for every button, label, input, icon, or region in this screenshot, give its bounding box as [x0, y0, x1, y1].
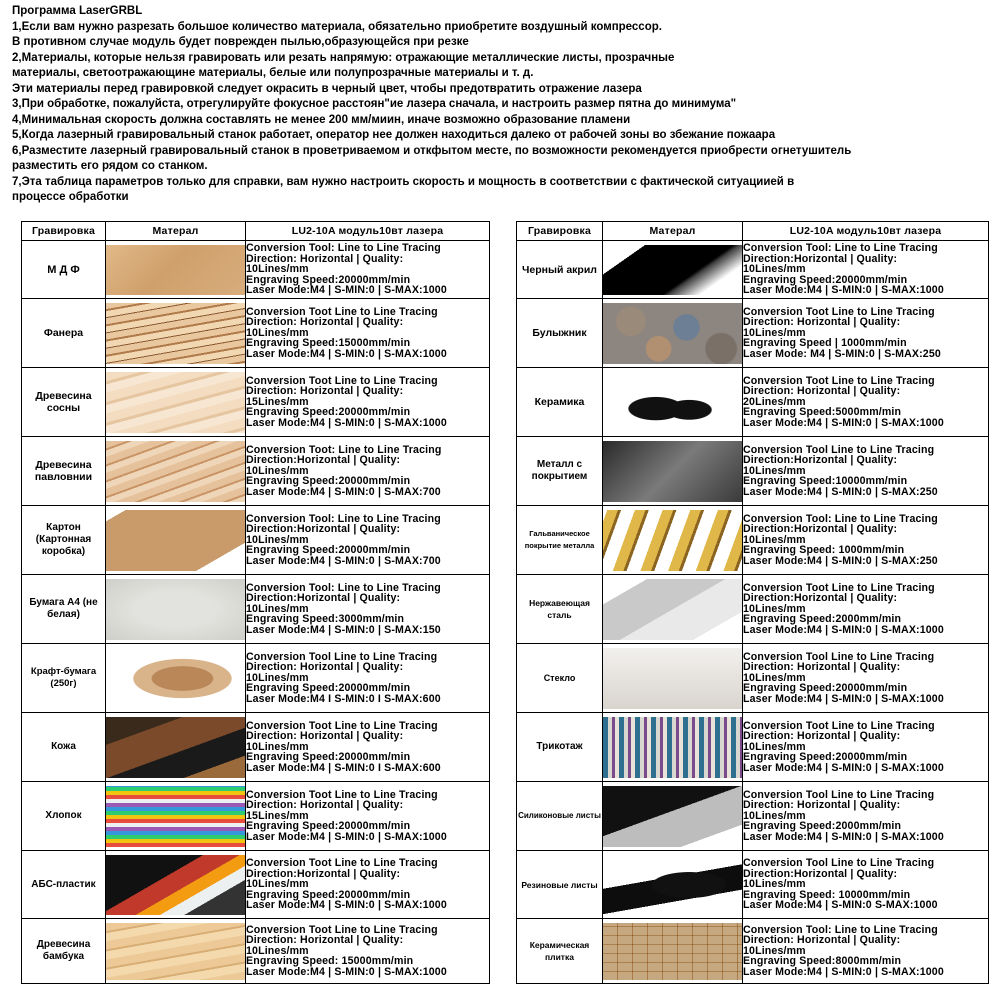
- material-photo: [603, 648, 742, 709]
- parameter-line: Laser Mode: M4 | S-MIN:0 | S-MAX:250: [743, 347, 941, 360]
- material-photo-cell: [106, 713, 246, 782]
- column-header-laser-module: LU2-10A модуль10вт лазера: [246, 222, 490, 241]
- parameter-line: Direction: Horizontal | Quality:: [246, 385, 404, 398]
- material-name: Металл с покрытием: [517, 437, 603, 506]
- material-photo-cell: [106, 506, 246, 575]
- table-row: [22, 299, 490, 368]
- parameter-line: 10Lines/mm: [246, 602, 309, 615]
- parameter-line: Engraving Speed:2000mm/min: [743, 613, 902, 626]
- parameter-line: 10Lines/mm: [743, 878, 806, 891]
- parameter-line: Engraving Speed: 1000mm/min: [743, 544, 905, 557]
- material-photo: [603, 855, 742, 915]
- instruction-line: 1,Если вам нужно разрезать большое количество материала, обязательно приобретите воздушный компрессор.: [12, 20, 662, 33]
- parameter-line: Conversion Toot Line to Line Tracing: [246, 305, 438, 318]
- parameters-table-right: [516, 221, 989, 984]
- material-name: Древесина бамбука: [22, 919, 106, 984]
- laser-parameters: [246, 644, 490, 713]
- material-name: Фанера: [22, 299, 106, 368]
- material-photo: [106, 303, 245, 364]
- material-photo-cell: [603, 575, 743, 644]
- parameter-line: Conversion Toot Line to Line Tracing: [743, 374, 935, 387]
- table-row: [22, 919, 490, 984]
- parameter-line: Conversion Tool Line to Line Tracing: [743, 443, 935, 456]
- material-name: Кожа: [22, 713, 106, 782]
- parameter-line: Engraving Speed:20000mm/min: [246, 820, 411, 833]
- laser-parameters: [743, 713, 989, 782]
- material-name: Хлопок: [22, 782, 106, 851]
- parameter-line: Engraving Speed:20000mm/min: [743, 273, 908, 286]
- laser-parameters: [246, 782, 490, 851]
- column-header-engraving: Гравировка: [517, 222, 603, 241]
- parameter-line: Direction:Horizontal | Quality:: [246, 523, 401, 536]
- table-row: [22, 644, 490, 713]
- instructions-text: [12, 4, 992, 206]
- material-photo: [603, 923, 742, 980]
- material-photo-cell: [603, 437, 743, 506]
- material-photo: [603, 510, 742, 571]
- parameter-line: Laser Mode:M4 | S-MIN:0 | S-MAX:700: [246, 485, 441, 498]
- parameter-line: Direction: Horizontal | Quality:: [743, 316, 901, 329]
- material-name: АБС-пластик: [22, 851, 106, 919]
- parameter-line: Engraving Speed:20000mm/min: [246, 682, 411, 695]
- material-photo: [106, 510, 245, 571]
- laser-parameters: [743, 299, 989, 368]
- parameter-line: Laser Mode:M4 | S-MIN:0 | S-MAX:1000: [246, 284, 447, 297]
- material-name: Древесина павловнии: [22, 437, 106, 506]
- laser-parameters: [246, 575, 490, 644]
- material-photo: [106, 717, 245, 778]
- parameter-line: Conversion Tool Line to Line Tracing: [743, 650, 935, 663]
- parameter-line: 10Lines/mm: [743, 809, 806, 822]
- material-photo-cell: [106, 368, 246, 437]
- laser-parameters: [246, 713, 490, 782]
- parameter-line: Engraving Speed:3000mm/min: [246, 613, 405, 626]
- laser-parameters: [743, 368, 989, 437]
- laser-parameters: [246, 368, 490, 437]
- table-row: [517, 851, 989, 919]
- material-photo: [106, 923, 245, 980]
- parameter-line: Engraving Speed:2000mm/min: [743, 820, 902, 833]
- table-row: [22, 851, 490, 919]
- parameter-line: Engraving Speed:8000mm/min: [743, 955, 902, 968]
- parameter-line: Direction: Horizontal | Quality:: [246, 252, 404, 265]
- material-photo-cell: [106, 919, 246, 984]
- parameter-line: Conversion Toot Line to Line Tracing: [246, 788, 438, 801]
- material-photo: [603, 579, 742, 640]
- instruction-line: 4,Минимальная скорость должна составлять не менее 200 мм/миин, иначе возможно образование пламени: [12, 113, 631, 126]
- material-photo-cell: [603, 241, 743, 299]
- material-photo: [106, 441, 245, 502]
- laser-parameters: [743, 506, 989, 575]
- material-name: Трикотаж: [517, 713, 603, 782]
- parameter-line: 10Lines/mm: [743, 263, 806, 276]
- parameter-line: Direction:Horizontal | Quality:: [743, 252, 898, 265]
- table-row: [517, 919, 989, 984]
- laser-parameters: [743, 437, 989, 506]
- parameter-line: 10Lines/mm: [246, 263, 309, 276]
- parameter-line: Direction: Horizontal | Quality:: [743, 934, 901, 947]
- parameter-line: Direction: Horizontal | Quality:: [743, 661, 901, 674]
- parameters-table-left: [21, 221, 490, 984]
- instruction-line: 6,Разместите лазерный гравировальный станок в проветриваемом и откфытом месте, по возможности рекомендуется приобрести огнетушитель: [12, 144, 852, 157]
- parameter-line: Engraving Speed:20000mm/min: [743, 682, 908, 695]
- column-header-laser-module: LU2-10A модуль10вт лазера: [743, 222, 989, 241]
- parameter-line: Laser Mode:M4 | S-MIN:0 | S-MAX:1000: [246, 416, 447, 429]
- laser-parameters: [246, 919, 490, 984]
- material-name: Стекло: [517, 644, 603, 713]
- material-photo: [603, 717, 742, 778]
- parameter-line: 10Lines/mm: [743, 326, 806, 339]
- material-photo-cell: [106, 437, 246, 506]
- table-row: [517, 506, 989, 575]
- parameter-line: Engraving Speed:20000mm/min: [246, 475, 411, 488]
- parameter-line: Engraving Speed: 15000mm/min: [246, 955, 414, 968]
- parameter-line: Laser Mode:M4 | S-MIN:0 | S-MAX:1000: [743, 830, 944, 843]
- instruction-line: 2,Материалы, которые нельзя гравировать или резать напрямую: отражающие металлические листы, прозрачные: [12, 51, 675, 64]
- parameter-line: 10Lines/mm: [743, 740, 806, 753]
- column-header-material: Матерал: [106, 222, 246, 241]
- material-photo-cell: [603, 644, 743, 713]
- laser-parameters: [743, 782, 989, 851]
- parameter-line: Direction:Horizontal | Quality:: [743, 867, 898, 880]
- parameter-line: Laser Mode:M4 | S-MIN:0 | S-MAX:1000: [743, 692, 944, 705]
- material-photo: [603, 441, 742, 502]
- parameter-line: Laser Mode:M4 | S-MIN:0 S-MAX:1000: [743, 899, 938, 912]
- parameter-line: Conversion Toot Line to Line Tracing: [743, 719, 935, 732]
- material-photo-cell: [106, 299, 246, 368]
- laser-parameters: [246, 437, 490, 506]
- table-row: [517, 575, 989, 644]
- parameter-line: Conversion Tool: Line to Line Tracing: [743, 512, 938, 525]
- laser-parameters: [743, 575, 989, 644]
- material-photo: [603, 786, 742, 847]
- column-header-engraving: Гравировка: [22, 222, 106, 241]
- material-photo: [106, 855, 245, 915]
- parameter-line: Direction: Horizontal | Quality:: [743, 385, 901, 398]
- parameter-line: Engraving Speed:20000mm/min: [743, 751, 908, 764]
- parameter-line: 10Lines/mm: [246, 878, 309, 891]
- instruction-line: 3,При обработке, пожалуйста, отрегулируйте фокусное расстоян"ие лазера сначала, и настроить размер пятна до минимума": [12, 98, 737, 110]
- material-photo: [106, 579, 245, 640]
- instruction-line: 5,Когда лазерный гравировальный станок работает, оператор нее должен находиться далеко от рабочей зоны во збежание пожаара: [12, 129, 776, 141]
- material-photo-cell: [106, 644, 246, 713]
- material-photo: [603, 303, 742, 364]
- material-name: Резиновые листы: [517, 851, 603, 919]
- laser-parameters: [246, 241, 490, 299]
- material-photo-cell: [106, 782, 246, 851]
- material-photo-cell: [603, 368, 743, 437]
- parameter-line: 10Lines/mm: [246, 740, 309, 753]
- material-photo: [603, 372, 742, 433]
- parameter-line: Laser Mode:M4 | S-MIN:0 I S-MAX:600: [246, 761, 441, 774]
- parameter-line: Engraving Speed:20000mm/min: [246, 406, 411, 419]
- table-row: [22, 437, 490, 506]
- parameter-line: Conversion Tool Line to Line Tracing: [246, 650, 438, 663]
- parameter-line: Direction: Horizontal | Quality:: [246, 316, 404, 329]
- parameter-line: Engraving Speed:15000mm/min: [246, 337, 411, 350]
- parameter-line: Laser Mode:M4 | S-MIN:0 | S-MAX:1000: [246, 899, 447, 912]
- parameter-line: Laser Mode:M4 | S-MIN:0 | S-MAX:150: [246, 623, 441, 636]
- laser-parameters: [246, 299, 490, 368]
- instruction-line: процессе обработки: [12, 191, 129, 203]
- parameter-line: Laser Mode:M4 | S-MIN:0 | S-MAX:250: [743, 554, 938, 567]
- parameter-line: Conversion Tool: Line to Line Tracing: [246, 581, 441, 594]
- parameter-line: 15Lines/mm: [246, 809, 309, 822]
- material-photo-cell: [106, 851, 246, 919]
- parameter-line: Conversion Toot Line to Line Tracing: [246, 857, 438, 870]
- laser-parameters: [743, 851, 989, 919]
- laser-parameters: [246, 851, 490, 919]
- parameter-line: Engraving Speed | 1000mm/min: [743, 337, 907, 350]
- parameter-line: Direction:Horizontal | Quality:: [246, 867, 401, 880]
- instruction-line: Эти материалы перед гравировкой следует окрасить в черный цвет, чтобы предотвратить отражение лазера: [12, 82, 642, 95]
- parameter-line: 10Lines/mm: [246, 944, 309, 957]
- parameter-line: Conversion Toot Line to Line Tracing: [246, 923, 438, 936]
- material-photo: [106, 786, 245, 847]
- parameter-line: Laser Mode:M4 | S-MIN:0 | S-MAX:1000: [743, 965, 944, 978]
- parameter-line: Conversion Tool: Line to Line Tracing: [246, 512, 441, 525]
- parameter-line: Laser Mode:M4 | S-MIN:0 | S-MAX:1000: [743, 761, 944, 774]
- parameter-line: 10Lines/mm: [743, 671, 806, 684]
- parameter-line: Direction:Horizontal | Quality:: [743, 523, 898, 536]
- parameter-line: Direction: Horizontal | Quality:: [743, 799, 901, 812]
- parameter-line: Direction: Horizontal | Quality:: [246, 934, 404, 947]
- parameter-line: 10Lines/mm: [246, 533, 309, 546]
- parameter-line: Conversion Toot Line to Line Tracing: [743, 305, 935, 318]
- instruction-line: материалы, светоотражающине материалы, белые или полупрозрачные материалы и т. д.: [12, 67, 534, 79]
- table-row: [22, 713, 490, 782]
- parameter-line: 10Lines/mm: [743, 533, 806, 546]
- parameter-line: Laser Mode:M4 | S-MIN:0 | S-MAX:1000: [743, 284, 944, 297]
- parameter-line: Engraving Speed:5000mm/min: [743, 406, 902, 419]
- laser-parameters: [743, 644, 989, 713]
- material-photo-cell: [603, 506, 743, 575]
- parameter-line: 10Lines/mm: [246, 464, 309, 477]
- parameter-line: 20Lines/mm: [743, 395, 806, 408]
- parameter-line: 10Lines/mm: [743, 602, 806, 615]
- material-photo-cell: [106, 575, 246, 644]
- table-row: [22, 368, 490, 437]
- parameter-line: Laser Mode:M4 | S-MIN:0 | S-MAX:1000: [743, 623, 944, 636]
- column-header-material: Матерал: [603, 222, 743, 241]
- parameter-line: 10Lines/mm: [743, 464, 806, 477]
- parameter-line: Laser Mode:M4 | S-MIN:0 | S-MAX:1000: [246, 830, 447, 843]
- laser-parameters: [743, 241, 989, 299]
- material-name: Керамика: [517, 368, 603, 437]
- parameter-line: Conversion Tool: Line to Line Tracing: [743, 242, 938, 255]
- material-name: Черный акрил: [517, 241, 603, 299]
- parameter-line: 15Lines/mm: [246, 395, 309, 408]
- table-row: [517, 713, 989, 782]
- instruction-line: разместить его рядом со станком.: [12, 160, 208, 172]
- table-row: [517, 437, 989, 506]
- parameter-line: Direction:Horizontal | Quality:: [743, 454, 898, 467]
- material-name: М Д Ф: [22, 241, 106, 299]
- instruction-line: 7,Эта таблица параметров только для справки, вам нужно настроить скорость и мощность в соответствии с фактической ситуациией в: [12, 175, 795, 188]
- parameter-line: Direction:Horizontal | Quality:: [246, 454, 401, 467]
- table-row: [517, 299, 989, 368]
- material-name: Картон (Картонная коробка): [22, 506, 106, 575]
- parameter-line: Laser Mode:M4 | S-MIN:0 | S-MAX:1000: [246, 347, 447, 360]
- material-photo-cell: [603, 713, 743, 782]
- parameter-line: Conversion Toot Line to Line Tracing: [246, 374, 438, 387]
- table-row: [22, 575, 490, 644]
- parameter-line: Laser Mode:M4 | S-MIN:0 | S-MAX:1000: [743, 416, 944, 429]
- parameter-line: Engraving Speed:10000mm/min: [743, 475, 908, 488]
- table-row: [517, 782, 989, 851]
- material-name: Бумага А4 (не белая): [22, 575, 106, 644]
- material-name: Нержавеющая сталь: [517, 575, 603, 644]
- parameter-line: Conversion Tool: Line to Line Tracing: [743, 923, 938, 936]
- program-title: Программа LaserGRBL: [12, 5, 143, 17]
- parameter-line: Direction: Horizontal | Quality:: [246, 730, 404, 743]
- material-photo-cell: [603, 299, 743, 368]
- table-row: [517, 368, 989, 437]
- parameter-line: 10Lines/mm: [743, 944, 806, 957]
- material-name: Древесина сосны: [22, 368, 106, 437]
- parameter-line: Engraving Speed:20000mm/min: [246, 751, 411, 764]
- parameter-line: Laser Mode:M4 | S-MIN:0 | S-MAX:250: [743, 485, 938, 498]
- parameter-line: Direction:Horizontal | Quality:: [246, 592, 401, 605]
- parameter-line: 10Lines/mm: [246, 326, 309, 339]
- parameter-line: Direction:Horizontal | Quality:: [743, 592, 898, 605]
- material-photo-cell: [603, 919, 743, 984]
- parameter-line: Conversion Tool Line to Line Tracing: [743, 788, 935, 801]
- material-photo-cell: [106, 241, 246, 299]
- parameter-line: Conversion Toot Line to Line Tracing: [246, 719, 438, 732]
- parameter-line: Conversion Tool: Line to Line Tracing: [246, 242, 441, 255]
- parameter-line: Direction: Horizontal | Quality:: [743, 730, 901, 743]
- parameter-line: Conversion Tool Line to Line Tracing: [743, 857, 935, 870]
- parameter-line: 10Lines/mm: [246, 671, 309, 684]
- parameter-line: Engraving Speed:20000mm/min: [246, 273, 411, 286]
- material-name: Керамическая плитка: [517, 919, 603, 984]
- table-row: [22, 241, 490, 299]
- material-photo: [106, 648, 245, 709]
- parameter-line: Direction: Horizontal | Quality:: [246, 799, 404, 812]
- parameter-line: Laser Mode:M4 | S-MIN:0 | S-MAX:700: [246, 554, 441, 567]
- parameter-line: Direction: Horizontal | Quality:: [246, 661, 404, 674]
- parameter-line: Engraving Speed:20000mm/min: [246, 544, 411, 557]
- table-row: [517, 644, 989, 713]
- instruction-line: В противном случае модуль будет поврежден пылью,образующейся при резке: [12, 36, 469, 48]
- material-photo-cell: [603, 782, 743, 851]
- material-photo: [106, 245, 245, 295]
- laser-parameters: [246, 506, 490, 575]
- material-photo: [603, 245, 742, 295]
- parameter-line: Laser Mode:M4 | S-MIN:0 | S-MAX:1000: [246, 965, 447, 978]
- material-name: Силиконовые листы: [517, 782, 603, 851]
- table-row: [22, 506, 490, 575]
- parameter-line: Conversion Toot: Line to Line Tracing: [246, 443, 442, 456]
- table-row: [517, 241, 989, 299]
- material-name: Гальваническое покрытие металла: [517, 506, 603, 575]
- table-row: [22, 782, 490, 851]
- material-photo-cell: [603, 851, 743, 919]
- parameter-line: Conversion Toot Line to Line Tracing: [743, 581, 935, 594]
- parameter-line: Engraving Speed:20000mm/min: [246, 888, 411, 901]
- material-name: Крафт-бумага (250г): [22, 644, 106, 713]
- material-photo: [106, 372, 245, 433]
- material-name: Булыжник: [517, 299, 603, 368]
- parameter-line: Engraving Speed: 10000mm/min: [743, 888, 911, 901]
- parameter-line: Laser Mode:M4 I S-MIN:0 I S-MAX:600: [246, 692, 441, 705]
- laser-parameters: [743, 919, 989, 984]
